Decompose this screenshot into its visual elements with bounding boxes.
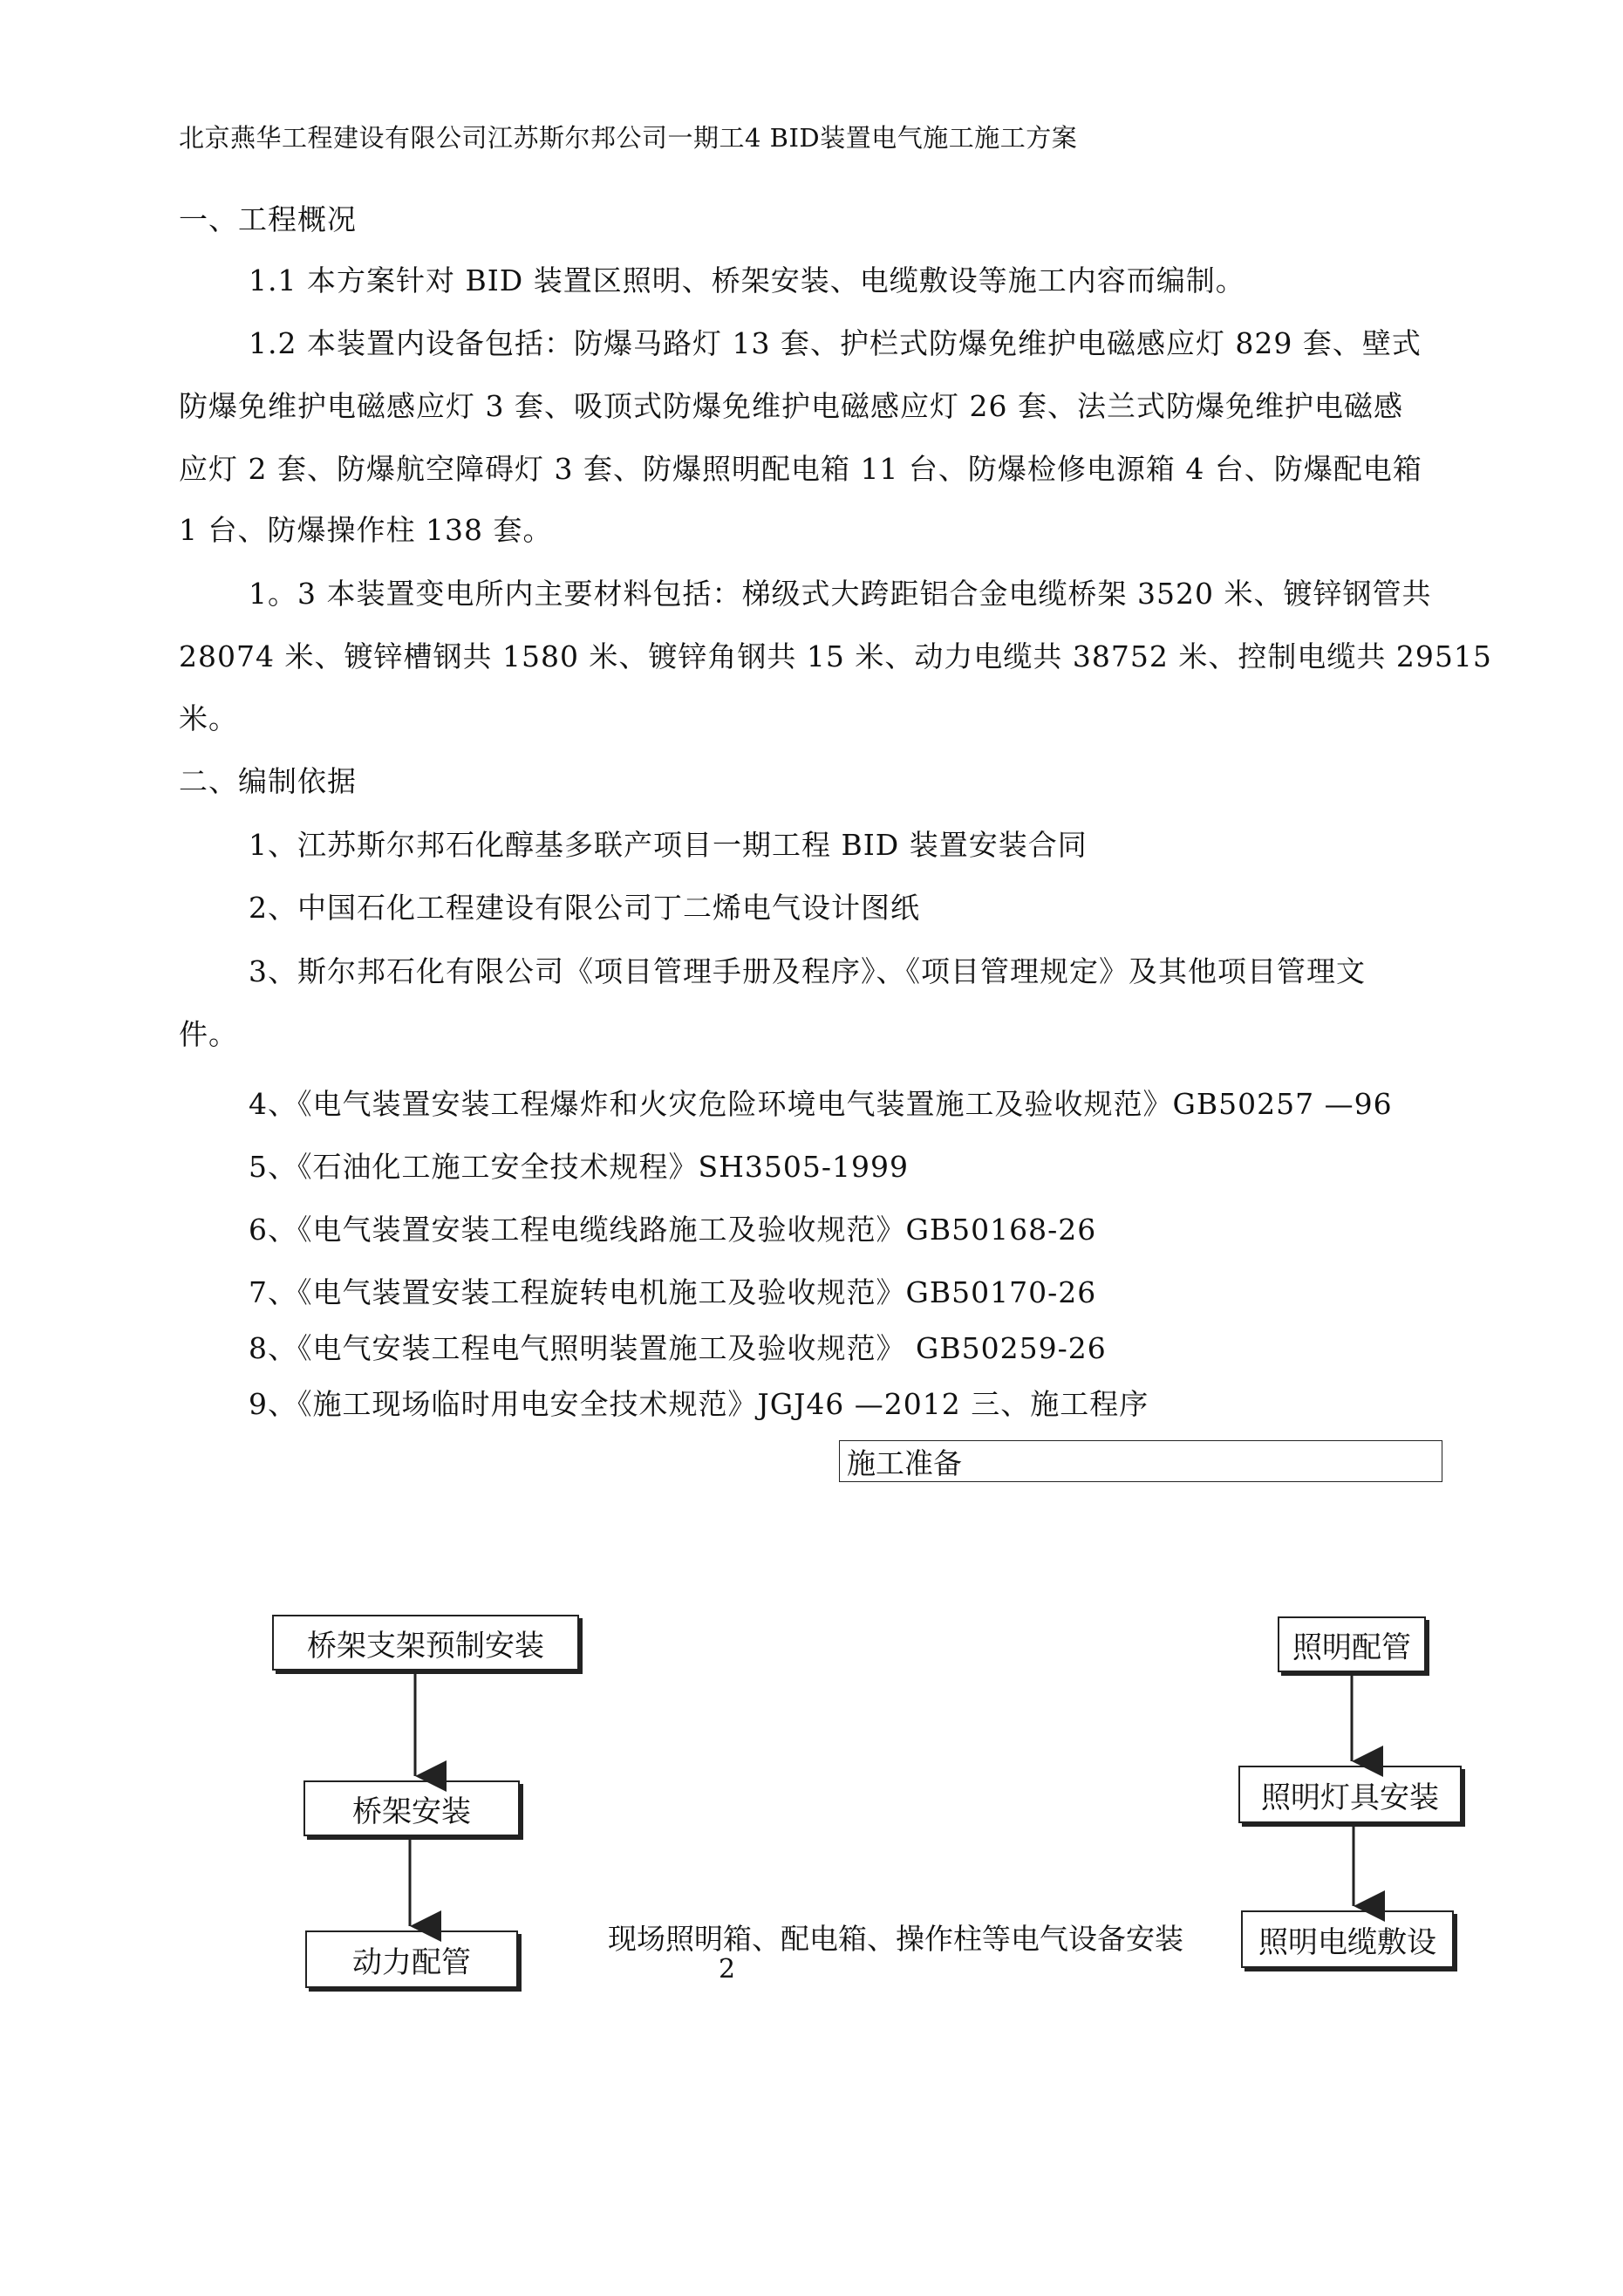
flow-box-tray-install: 桥架安装 [303,1780,520,1836]
flow-box-lighting-fixture: 照明灯具安装 [1238,1766,1462,1823]
section-heading-basis: 二、编制依据 [179,764,357,798]
basis-item: 件。 [179,1017,238,1051]
basis-item: 1、江苏斯尔邦石化醇基多联产项目一期工程 BID 装置安装合同 [249,828,1088,862]
paragraph-1-2-line: 1 台、防爆操作柱 138 套。 [179,513,553,547]
page-header: 北京燕华工程建设有限公司江苏斯尔邦公司一期工4 BID装置电气施工施工方案 [179,123,1078,153]
basis-item: 3、斯尔邦石化有限公司《项目管理手册及程序》、《项目管理规定》及其他项目管理文 [249,954,1366,988]
flow-box-lighting-conduit: 照明配管 [1278,1616,1426,1672]
section-heading-overview: 一、工程概况 [179,202,357,236]
basis-item: 2、中国石化工程建设有限公司丁二烯电气设计图纸 [249,891,920,925]
paragraph-1-2-line: 防爆免维护电磁感应灯 3 套、吸顶式防爆免维护电磁感应灯 26 套、法兰式防爆免维护电磁感 [179,389,1403,423]
paragraph-1-3-line: 米。 [179,701,238,735]
basis-item: 9、《施工现场临时用电安全技术规范》JGJ46 —2012 三、施工程序 [249,1387,1149,1421]
flow-box-lighting-cable: 照明电缆敷设 [1241,1910,1454,1968]
basis-item: 5、《石油化工施工安全技术规程》SH3505-1999 [249,1150,909,1184]
basis-item: 8、《电气安装工程电气照明装置施工及验收规范》 GB50259-26 [249,1331,1107,1365]
flow-box-power-conduit: 动力配管 [305,1930,518,1988]
flow-box-tray-bracket: 桥架支架预制安装 [272,1615,579,1671]
paragraph-1-3-line: 28074 米、镀锌槽钢共 1580 米、镀锌角钢共 15 米、动力电缆共 38752 米、控制电缆共 29515 [179,639,1492,673]
flow-box-prep: 施工准备 [839,1440,1442,1482]
basis-item: 6、《电气装置安装工程电缆线路施工及验收规范》GB50168-26 [249,1213,1097,1247]
basis-item: 4、《电气装置安装工程爆炸和火灾危险环境电气装置施工及验收规范》GB50257 —96 [249,1087,1393,1121]
paragraph-1-2-line: 1.2 本装置内设备包括：防爆马路灯 13 套、护栏式防爆免维护电磁感应灯 829 套、壁式 [249,326,1422,360]
flow-middle-label: 现场照明箱、配电箱、操作柱等电气设备安装 [608,1922,1183,1956]
paragraph-1-1: 1.1 本方案针对 BID 装置区照明、桥架安装、电缆敷设等施工内容而编制。 [249,263,1245,297]
page-number: 2 [719,1954,736,1985]
paragraph-1-2-line: 应灯 2 套、防爆航空障碍灯 3 套、防爆照明配电箱 11 台、防爆检修电源箱 4 台、防爆配电箱 [179,452,1422,486]
paragraph-1-3-line: 1。3 本装置变电所内主要材料包括：梯级式大跨距铝合金电缆桥架 3520 米、镀锌钢管共 [249,577,1432,611]
basis-item: 7、《电气装置安装工程旋转电机施工及验收规范》GB50170-26 [249,1275,1097,1309]
